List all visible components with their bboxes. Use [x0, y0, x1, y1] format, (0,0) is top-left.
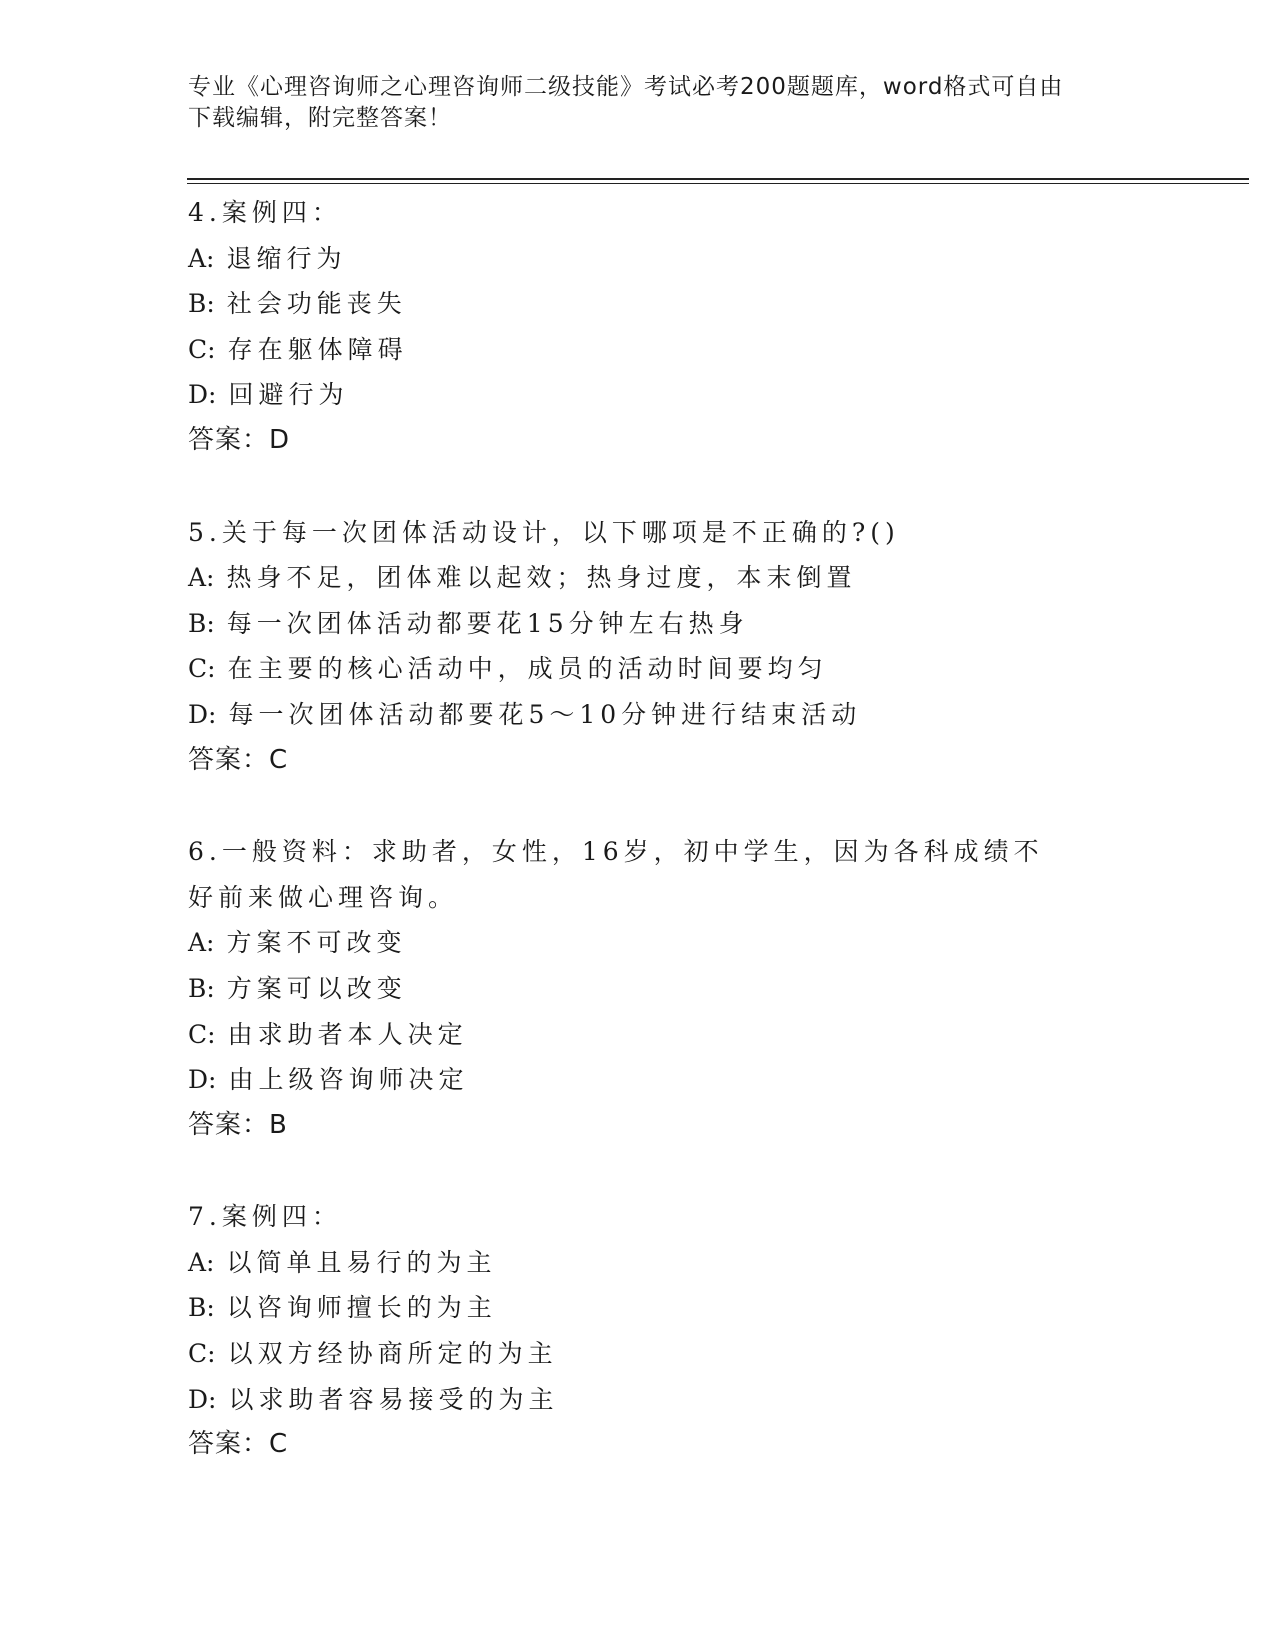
option-c: C: 存在躯体障碍 [188, 334, 408, 364]
option-a: A: 退缩行为 [188, 243, 347, 273]
option-a: A: 热身不足，团体难以起效；热身过度，本末倒置 [188, 563, 857, 593]
question-stem: 5.关于每一次团体活动设计，以下哪项是不正确的?() [188, 517, 900, 547]
option-c: C: 以双方经协商所定的为主 [188, 1339, 558, 1369]
option-a: A: 以简单且易行的为主 [188, 1247, 497, 1277]
option-d: D: 回避行为 [188, 380, 349, 410]
answer: 答案：C [188, 1429, 289, 1460]
answer: 答案：B [188, 1109, 288, 1140]
header-rule-thick [187, 178, 1249, 180]
option-c: C: 在主要的核心活动中，成员的活动时间要均匀 [188, 654, 828, 684]
option-b: B: 社会功能丧失 [188, 289, 407, 319]
answer: 答案：D [188, 424, 291, 455]
answer: 答案：C [188, 744, 289, 775]
question-5 [188, 510, 1088, 784]
option-d: D: 以求助者容易接受的为主 [188, 1384, 559, 1414]
option-d: D: 由上级咨询师决定 [188, 1065, 469, 1095]
option-c: C: 由求助者本人决定 [188, 1019, 468, 1049]
option-d: D: 每一次团体活动都要花5～10分钟进行结束活动 [188, 699, 862, 729]
question-7 [188, 1194, 1088, 1468]
question-stem: 6.一般资料：求助者，女性，16岁，初中学生，因为各科成绩不好前来做心理咨询。 [188, 837, 1044, 912]
question-6 [188, 829, 1088, 1148]
option-b: B: 每一次团体活动都要花15分钟左右热身 [188, 608, 749, 638]
question-4 [188, 190, 1088, 464]
question-stem: 4.案例四： [188, 198, 342, 227]
question-stem: 7.案例四： [188, 1202, 342, 1232]
question-list [188, 190, 1088, 1514]
header-rule-thin [187, 183, 1249, 184]
option-b: B: 方案可以改变 [188, 973, 407, 1003]
document-header: 专业《心理咨询师之心理咨询师二级技能》考试必考200题题库，word格式可自由下载编辑，附完整答案！ [188, 74, 1064, 131]
option-a: A: 方案不可改变 [188, 928, 407, 958]
option-b: B: 以咨询师擅长的为主 [188, 1293, 497, 1323]
